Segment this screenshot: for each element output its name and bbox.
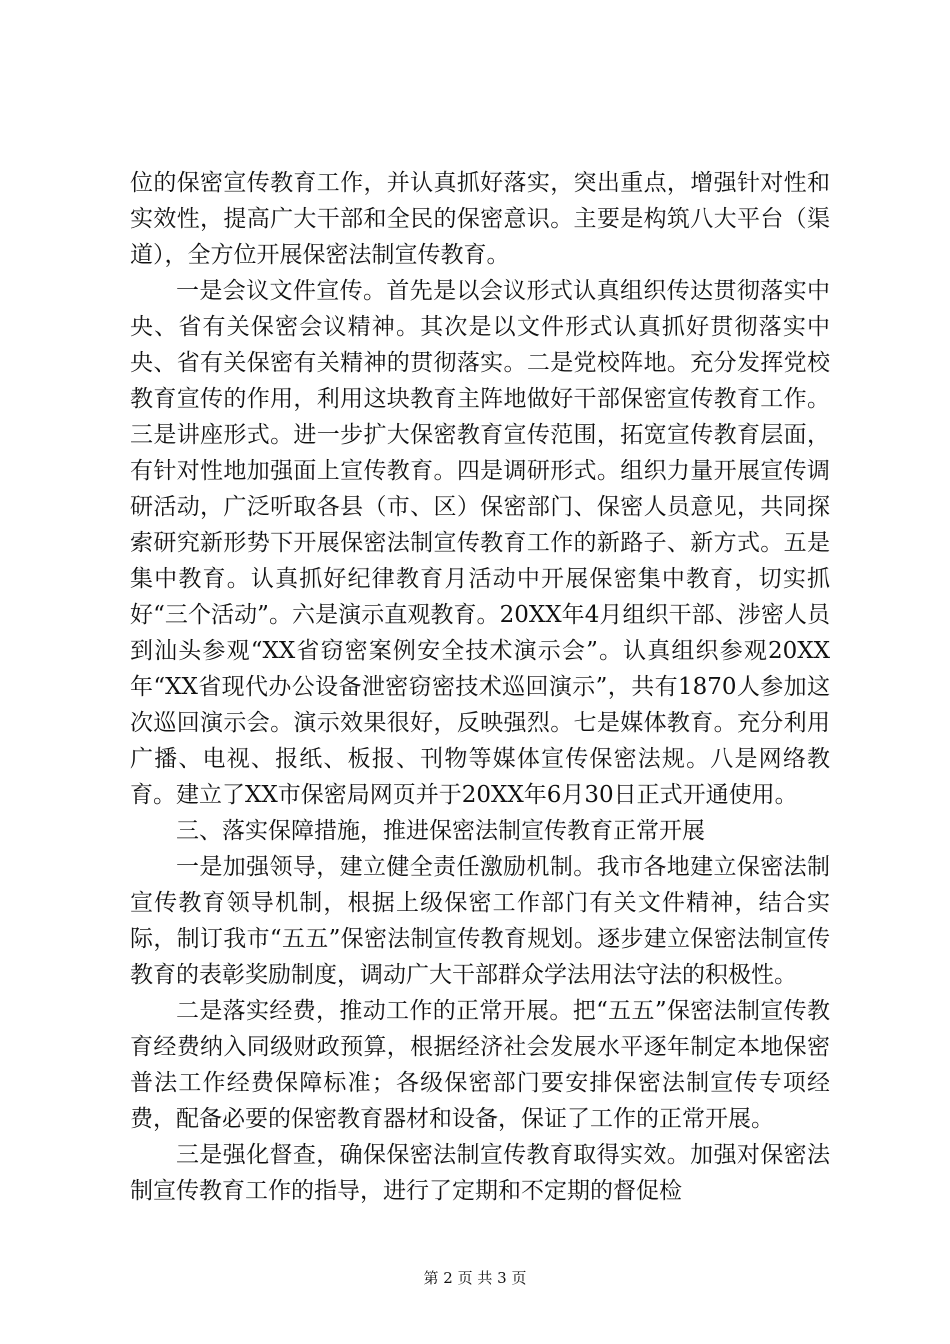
paragraph-supervision: 三是强化督查，确保保密法制宣传教育取得实效。加强对保密法制宣传教育工作的指导，进行了定期和不定期的督促检 <box>130 1142 830 1204</box>
section-heading-three: 三、落实保障措施，推进保密法制宣传教育正常开展 <box>176 818 705 844</box>
paragraph-eight-platforms: 一是会议文件宣传。首先是以会议形式认真组织传达贯彻落实中央、省有关保密会议精神。其次是以文件形式认真抓好贯彻落实中央、省有关保密有关精神的贯彻落实。二是党校阵地。充分发挥党校教育宣传的作用，利用这块教育主阵地做好干部保密宣传教育工作。三是讲座形式。进一步扩大保密教育宣传范围，拓宽宣传教育层面，有针对性地加强面上宣传教育。四是调研形式。组织力量开展宣传调研活动，广泛听取各县（市、区）保密部门、保密人员意见，共同探索研究新形势下开展保密法制宣传教育工作的新路子、新方式。五是集中教育。认真抓好纪律教育月活动中开展保密集中教育，切实抓好“三个活动”。六是演示直观教育。20XX年4月组织干部、涉密人员到汕头参观“XX省窃密案例安全技术演示会”。认真组织参观20XX年“XX省现代办公设备泄密窃密技术巡回演示”，共有1870人参加这次巡回演示会。演示效果很好，反映强烈。七是媒体教育。充分利用广播、电视、报纸、板报、刊物等媒体宣传保密法规。八是网络教育。建立了XX市保密局网页并于20XX年6月30日正式开通使用。 <box>130 278 830 808</box>
paragraph-intro: 位的保密宣传教育工作，并认真抓好落实，突出重点，增强针对性和实效性，提高广大干部和全民的保密意识。主要是构筑八大平台（渠道），全方位开展保密法制宣传教育。 <box>130 170 830 268</box>
paragraph-funding: 二是落实经费，推动工作的正常开展。把“五五”保密法制宣传教育经费纳入同级财政预算，根据经济社会发展水平逐年制定本地保密普法工作经费保障标准；各级保密部门要安排保密法制宣传专项经费，配备必要的保密教育器材和设备，保证了工作的正常开展。 <box>130 998 830 1132</box>
page-footer: 第 2 页 共 3 页 <box>423 1269 527 1287</box>
paragraph-leadership: 一是加强领导，建立健全责任激励机制。我市各地建立保密法制宣传教育领导机制，根据上级保密工作部门有关文件精神，结合实际，制订我市“五五”保密法制宣传教育规划。逐步建立保密法制宣传教育的表彰奖励制度，调动广大干部群众学法用法守法的积极性。 <box>130 854 830 988</box>
document-body <box>130 165 830 1209</box>
